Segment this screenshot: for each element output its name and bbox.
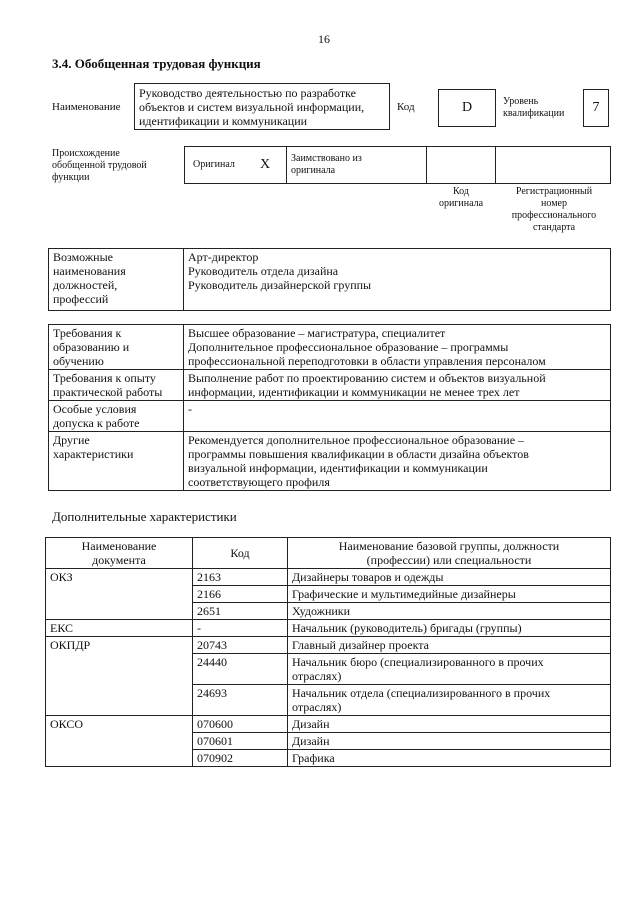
requirement-value: - [184, 401, 611, 432]
origin-label: Происхождение обобщенной трудовой функции [52, 148, 147, 183]
function-name-box [134, 83, 390, 130]
level-value: 7 [592, 100, 600, 115]
row-name: Начальник бюро (специализированного в прочих отраслях) [288, 654, 611, 685]
header-name: Наименование базовой группы, должности (профессии) или специальности [288, 538, 611, 569]
table-row [46, 637, 611, 654]
positions-values [184, 249, 611, 311]
table-row [46, 716, 611, 733]
table-row [46, 620, 611, 637]
requirement-label: Требования к образованию и обучению [49, 325, 184, 370]
row-code: 20743 [193, 637, 288, 654]
requirement-label: Особые условия допуска к работе [49, 401, 184, 432]
row-name: Начальник (руководитель) бригады (группы) [288, 620, 611, 637]
row-name: Графика [288, 750, 611, 767]
row-code: 24693 [193, 685, 288, 716]
position-title: Руководитель дизайнерской группы [188, 278, 372, 292]
level-label: Уровень квалификации [503, 96, 565, 119]
positions-table [48, 248, 611, 311]
additional-table [45, 537, 611, 767]
row-name: Главный дизайнер проекта [288, 637, 611, 654]
code-original-caption: Код оригинала [438, 186, 484, 209]
level-value-box [583, 89, 609, 127]
requirements-table [48, 324, 611, 491]
row-name: Дизайн [288, 716, 611, 733]
doc-okz: ОКЗ [46, 569, 193, 620]
registration-number-caption: Регистрационный номер профессионального стандарта [511, 186, 597, 233]
row-code: 2651 [193, 603, 288, 620]
positions-row [49, 249, 611, 311]
page-number: 16 [318, 32, 330, 46]
requirement-value: Выполнение работ по проектированию систем и объектов визуальной информации, идентификации и коммуникации не менее трех лет [184, 370, 611, 401]
requirement-row [49, 432, 611, 491]
doc-okpdr: ОКПДР [46, 637, 193, 716]
doc-okso: ОКСО [46, 716, 193, 767]
row-code: 070601 [193, 733, 288, 750]
table-row [46, 569, 611, 586]
row-name: Начальник отдела (специализированного в прочих отраслях) [288, 685, 611, 716]
additional-title: Дополнительные характеристики [52, 509, 237, 524]
function-name-line: идентификации и коммуникации [139, 114, 308, 128]
positions-label: Возможные наименования должностей, профессий [49, 249, 184, 311]
function-name-line: Руководство деятельностью по разработке [139, 86, 356, 100]
row-name: Графические и мультимедийные дизайнеры [288, 586, 611, 603]
table-header-row [46, 538, 611, 569]
row-code: 24440 [193, 654, 288, 685]
requirement-value: Рекомендуется дополнительное профессиональное образование – программы повышения квалификации в области дизайна объектов визуальной информации, идентификации и коммуникации соответствующего профиля [184, 432, 611, 491]
requirement-row [49, 325, 611, 370]
row-name: Художники [288, 603, 611, 620]
section-title: 3.4. Обобщенная трудовая функция [52, 56, 261, 71]
requirement-row [49, 370, 611, 401]
code-value: D [461, 100, 473, 115]
row-name: Дизайн [288, 733, 611, 750]
requirement-label: Требования к опыту практической работы [49, 370, 184, 401]
code-value-box [438, 89, 496, 127]
row-code: 2163 [193, 569, 288, 586]
origin-table [184, 146, 611, 184]
name-label: Наименование [52, 101, 121, 113]
borrowed-label: Заимствовано из оригинала [291, 153, 362, 176]
position-title: Арт-директор [188, 250, 259, 264]
requirement-label: Другие характеристики [49, 432, 184, 491]
requirement-row [49, 401, 611, 432]
doc-eks: ЕКС [46, 620, 193, 637]
row-code: 2166 [193, 586, 288, 603]
original-mark: X [260, 157, 271, 172]
row-code: - [193, 620, 288, 637]
requirement-value: Высшее образование – магистратура, специалитет Дополнительное профессиональное образование – программы профессиональной переподготовки в области управления персоналом [184, 325, 611, 370]
header-code: Код [193, 538, 288, 569]
row-code: 070600 [193, 716, 288, 733]
row-name: Дизайнеры товаров и одежды [288, 569, 611, 586]
header-doc: Наименование документа [46, 538, 193, 569]
code-label: Код [397, 101, 415, 113]
row-code: 070902 [193, 750, 288, 767]
function-name-line: объектов и систем визуальной информации, [139, 100, 365, 114]
original-label: Оригинал [193, 159, 235, 170]
position-title: Руководитель отдела дизайна [188, 264, 339, 278]
